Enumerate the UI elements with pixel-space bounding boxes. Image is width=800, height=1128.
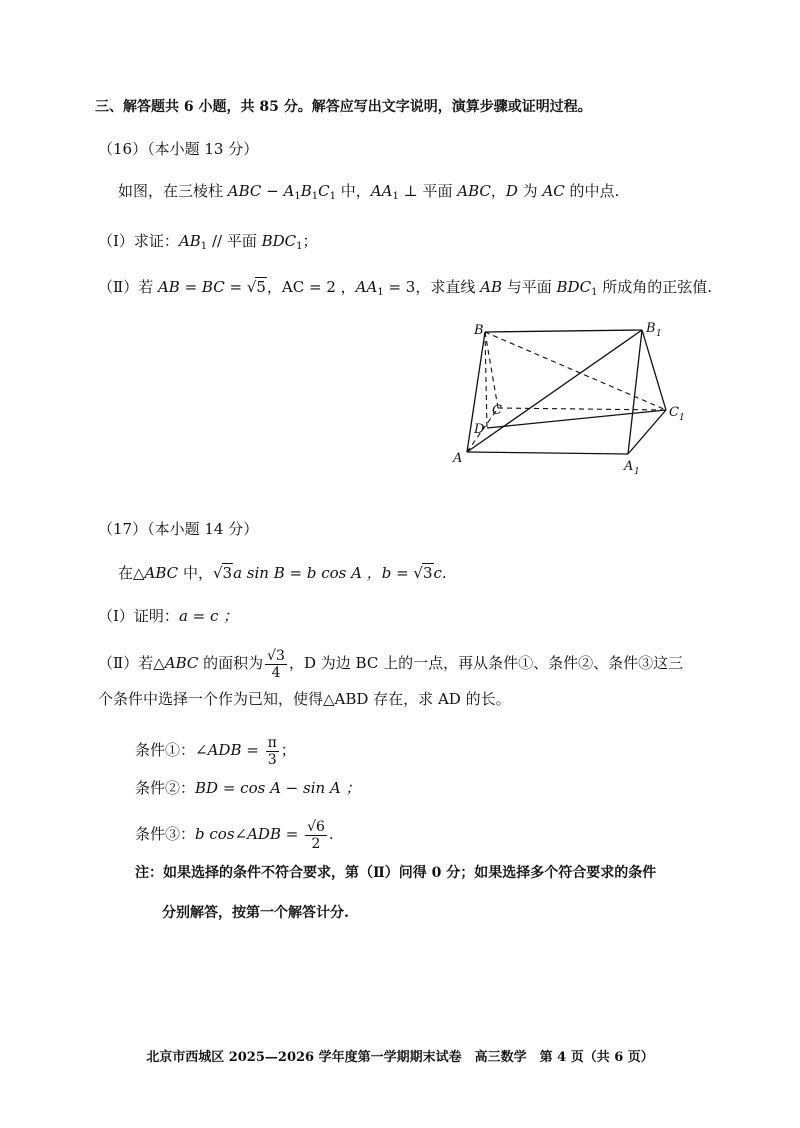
q17-cond2-expr: BD = cos A − sin A ； bbox=[195, 779, 361, 797]
q16-part2: （Ⅱ）若 AB = BC = √5，AC = 2 ，$AA_1 = 3$，求直线 AB 与平面 $BDC_1$ 所成角的正弦值. bbox=[98, 278, 712, 298]
q16-p2-aa-val: = 3，求直线 bbox=[383, 278, 481, 296]
q16-stem-prism: ABC − A bbox=[227, 182, 295, 200]
q17-cond1-den: 3 bbox=[267, 751, 277, 768]
q17-area-fraction bbox=[265, 648, 287, 681]
q17-part2-line2: 个条件中选择一个作为已知，使得△ABD 存在，求 AD 的长。 bbox=[98, 690, 511, 708]
edge-B1A1 bbox=[628, 330, 642, 454]
page-footer: 北京市西城区 2025—2026 学年度第一学期期末试卷 高三数学 第 4 页（共 6 页） bbox=[146, 1050, 654, 1065]
q16-stem-plane: ABC bbox=[457, 182, 491, 200]
q17-p2-abc: ABC bbox=[164, 654, 199, 672]
q16-p1-mid: // 平面 bbox=[207, 232, 262, 250]
edge-CC1-hidden bbox=[498, 408, 666, 410]
q17-stem-prefix: 在△ bbox=[118, 564, 145, 582]
edge-AA1 bbox=[467, 452, 628, 454]
q17-part2 bbox=[98, 643, 683, 683]
q17-area-den: 4 bbox=[271, 664, 281, 681]
q17-cond3 bbox=[135, 814, 334, 854]
q17-p1-expr: a = c ； bbox=[178, 607, 239, 625]
q16-header: （16）（本小题 13 分） bbox=[98, 140, 259, 158]
label-A1-sub: 1 bbox=[634, 467, 640, 477]
q17-part1 bbox=[98, 605, 238, 627]
q17-cond2 bbox=[135, 777, 361, 799]
q16-p1-plane: BDC bbox=[261, 232, 297, 250]
q17-cond1-expr: ∠ADB = bbox=[195, 741, 264, 759]
q17-stem-c: c. bbox=[433, 564, 447, 582]
q17-stem-abc: ABC bbox=[144, 564, 179, 582]
q16-p2-ac: ，AC = 2 ， bbox=[266, 278, 356, 296]
q17-cond2-label: 条件②： bbox=[135, 779, 196, 797]
q17-stem-sqrt2: 3 bbox=[422, 564, 433, 582]
q16-stem: 如图，在三棱柱 ABC − $A_1B_1C_1$ 中，$AA_1$ ⊥ 平面 ABC，D 为 AC 的中点. bbox=[118, 182, 620, 202]
q16-p1-expr: AB bbox=[178, 232, 201, 250]
edge-BC-hidden bbox=[485, 332, 498, 408]
q17-cond3-expr: b cos∠ADB = bbox=[195, 825, 304, 843]
q16-p2-ab: AB = BC = bbox=[157, 278, 247, 296]
q16-stem-prefix: 如图，在三棱柱 bbox=[118, 182, 228, 200]
edge-BD-hidden bbox=[485, 332, 487, 428]
q17-cond3-fraction bbox=[305, 819, 327, 852]
label-C1: C bbox=[669, 405, 679, 420]
label-B1: B bbox=[646, 321, 656, 336]
q17-cond1-label: 条件①： bbox=[135, 741, 196, 759]
q16-stem-perp2: ⊥ 平面 bbox=[398, 182, 458, 200]
section-heading: 三、解答题共 6 小题，共 85 分。解答应写出文字说明，演算步骤或证明过程。 bbox=[95, 99, 592, 115]
label-C: C bbox=[492, 403, 502, 418]
edge-C1A1 bbox=[628, 410, 666, 454]
q16-stem-mid: 中， bbox=[335, 182, 371, 200]
q17-cond1 bbox=[135, 730, 296, 770]
q16-p2-plane: BDC bbox=[556, 278, 592, 296]
label-C1-sub: 1 bbox=[679, 413, 685, 423]
label-B: B bbox=[474, 323, 484, 338]
q17-stem-b: b = bbox=[381, 564, 414, 582]
q16-p1-end: ； bbox=[302, 232, 318, 250]
q17-cond3-den: 2 bbox=[311, 835, 321, 852]
q17-cond3-num: √6 bbox=[307, 818, 325, 835]
q16-p2-label: （Ⅱ）若 bbox=[98, 278, 158, 296]
q16-p2-end: 所成角的正弦值. bbox=[597, 278, 712, 296]
edge-BC1-hidden bbox=[485, 332, 666, 410]
q16-p2-plane-txt: 与平面 bbox=[501, 278, 557, 296]
q17-stem-sqrt: 3 bbox=[222, 564, 233, 582]
q17-cond3-end: . bbox=[328, 825, 334, 843]
prism-figure bbox=[440, 318, 700, 478]
edge-AB1 bbox=[467, 330, 642, 452]
q16-stem-perp: AA bbox=[370, 182, 393, 200]
label-D: D bbox=[474, 422, 485, 437]
label-B1-sub: 1 bbox=[656, 329, 662, 339]
q16-p1-label: （Ⅰ）求证： bbox=[98, 232, 179, 250]
q17-p2-area: 的面积为 bbox=[198, 654, 264, 672]
q16-stem-tail: 为 bbox=[517, 182, 543, 200]
q17-stem-mid: 中， bbox=[178, 564, 213, 582]
label-A: A bbox=[453, 451, 463, 466]
q17-cond3-label: 条件③： bbox=[135, 825, 196, 843]
q16-p2-ab2: AB bbox=[480, 278, 502, 296]
q16-part1: （Ⅰ）求证：$AB_1$ // 平面 $BDC_1$； bbox=[98, 232, 318, 252]
q17-p2-rest: ，D 为边 BC 上的一点，再从条件①、条件②、条件③这三 bbox=[288, 654, 684, 672]
q17-stem-eq: a sin B = b cos A ， bbox=[233, 564, 382, 582]
edge-B1C1 bbox=[642, 330, 666, 410]
q17-p1-label: （Ⅰ）证明： bbox=[98, 607, 179, 625]
q17-cond1-num: π bbox=[267, 734, 277, 751]
q17-note-line2: 分别解答，按第一个解答计分. bbox=[162, 905, 349, 921]
q17-cond1-fraction bbox=[266, 735, 279, 768]
q16-stem-end: 的中点. bbox=[564, 182, 620, 200]
label-A1: A bbox=[624, 459, 634, 474]
q17-p2-label: （Ⅱ）若△ bbox=[98, 654, 165, 672]
q17-area-num: √3 bbox=[267, 647, 285, 664]
q17-cond1-end: ； bbox=[280, 741, 296, 759]
q16-stem-d: D bbox=[505, 182, 518, 200]
q17-header: （17）（本小题 14 分） bbox=[98, 520, 259, 538]
q16-p2-sqrt: 5 bbox=[256, 278, 266, 296]
q17-stem: 在△ABC 中，√3a sin B = b cos A ，b = √3c. bbox=[118, 564, 447, 582]
q17-note-line1: 注：如果选择的条件不符合要求，第（Ⅱ）问得 0 分；如果选择多个符合要求的条件 bbox=[135, 865, 657, 881]
edge-BB1 bbox=[485, 330, 642, 332]
q16-p2-aa: AA bbox=[355, 278, 378, 296]
q16-stem-ac: AC bbox=[542, 182, 565, 200]
